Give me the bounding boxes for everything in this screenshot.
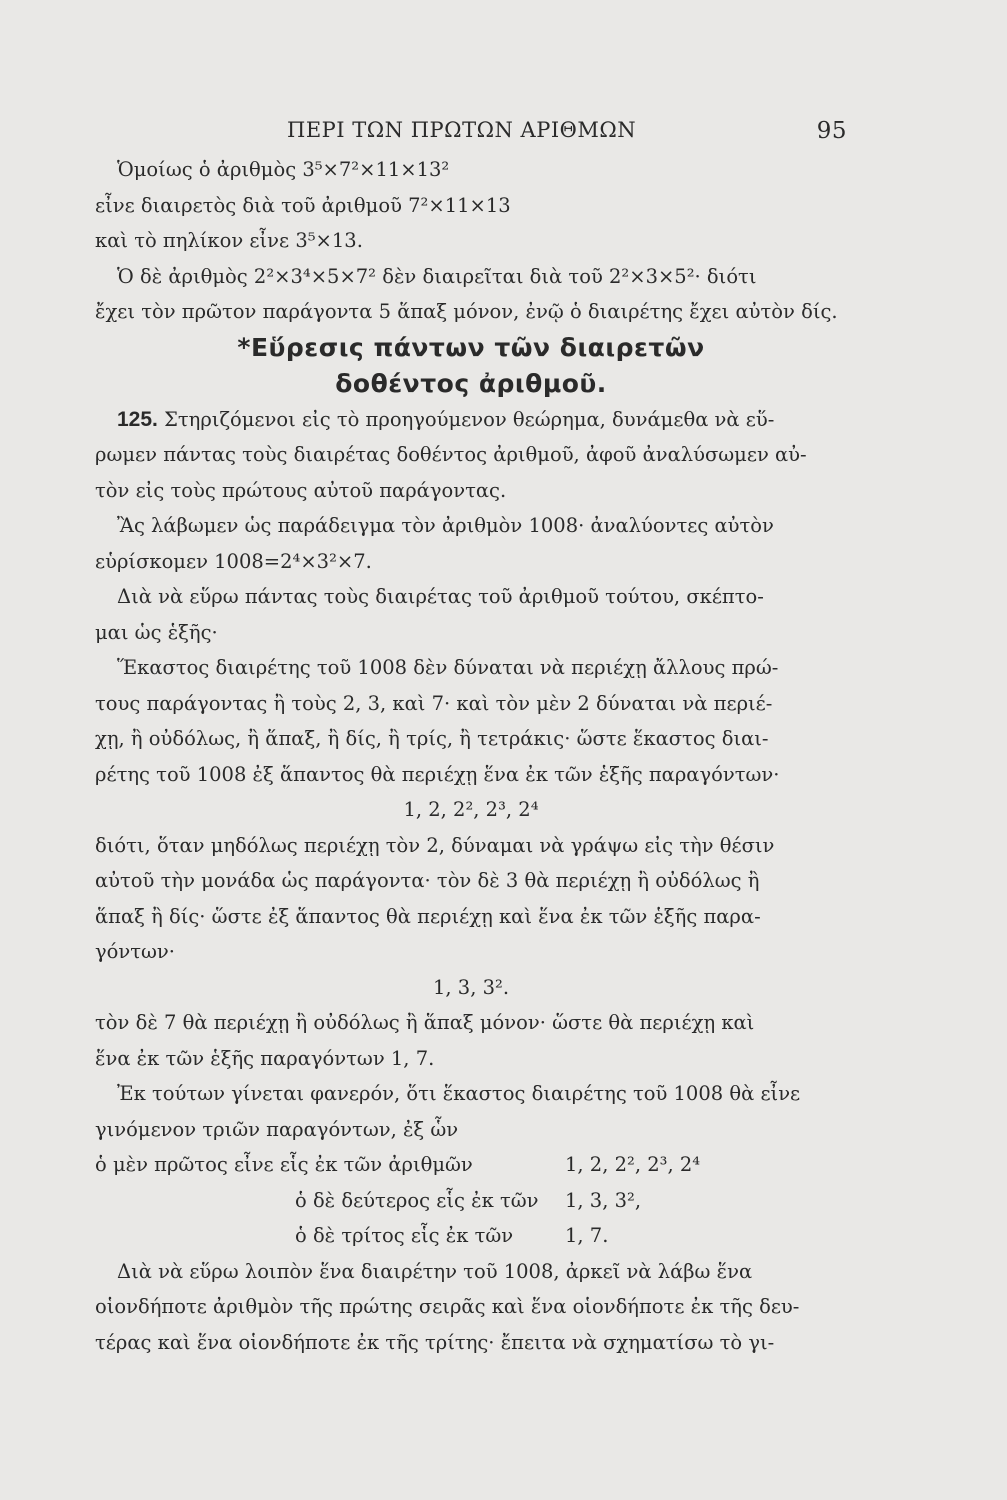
text-line: Ἐκ τούτων γίνεται φανερόν, ὅτι ἕκαστος διαιρέτης τοῦ 1008 θὰ εἶνε xyxy=(117,1082,801,1105)
text-line: γινόμενον τριῶν παραγόντων, ἐξ ὧν xyxy=(95,1117,459,1141)
text-line: ρωμεν πάντας τοὺς διαιρέτας δοθέντος ἀριθμοῦ, ἀφοῦ ἀναλύσωμεν αὐ- xyxy=(95,443,807,466)
page-body xyxy=(95,152,847,1360)
text-line: τὸν δὲ 7 θὰ περιέχῃ ἢ οὐδόλως ἢ ἅπαξ μόνον· ὥστε θὰ περιέχῃ καὶ xyxy=(95,1011,755,1034)
running-title: ΠΕΡΙ ΤΩΝ ΠΡΩΤΩΝ ΑΡΙΘΜΩΝ xyxy=(287,118,637,142)
text-line: τὸν εἰς τοὺς πρώτους αὐτοῦ παράγοντας. xyxy=(95,478,507,502)
text-line: γόντων· xyxy=(95,940,175,963)
text-line: Ἂς λάβωμεν ὡς παράδειγμα τὸν ἀριθμὸν 1008· ἀναλύοντες αὐτὸν xyxy=(117,514,774,537)
factor-list-values: 1, 2, 2², 2³, 2⁴ xyxy=(565,1153,701,1176)
text-line: Διὰ νὰ εὕρω λοιπὸν ἕνα διαιρέτην τοῦ 1008, ἀρκεῖ νὰ λάβω ἕνα xyxy=(117,1259,753,1283)
text-line: ἅπαξ ἢ δίς· ὥστε ἐξ ἅπαντος θὰ περιέχῃ καὶ ἕνα ἐκ τῶν ἑξῆς παρα- xyxy=(95,904,761,928)
factor-list-label: ὁ δὲ δεύτερος εἷς ἐκ τῶν xyxy=(295,1188,539,1212)
factor-list-row xyxy=(95,1218,847,1254)
page-number: 95 xyxy=(816,118,847,144)
text-line: ἔχει τὸν πρῶτον παράγοντα 5 ἅπαξ μόνον, ἐνῷ ὁ διαιρέτης ἔχει αὐτὸν δίς. xyxy=(95,300,838,323)
factor-series: 1, 2, 2², 2³, 2⁴ xyxy=(403,798,539,821)
text-line: τους παράγοντας ἢ τοὺς 2, 3, καὶ 7· καὶ τὸν μὲν 2 δύναται νὰ περιέ- xyxy=(95,691,773,715)
section-heading-line-1: *Εὕρεσις πάντων τῶν διαιρετῶν xyxy=(237,332,705,362)
text-line: διότι, ὅταν μηδόλως περιέχῃ τὸν 2, δύναμαι νὰ γράψω εἰς τὴν θέσιν xyxy=(95,833,775,857)
factor-list-values: 1, 7. xyxy=(565,1224,609,1247)
text-line: μαι ὡς ἑξῆς· xyxy=(95,620,218,644)
text-line: εὑρίσκομεν 1008=2⁴×3²×7. xyxy=(95,549,372,573)
text-fragment: Στηριζόμενοι εἰς τὸ προηγούμενον θεώρημα, δυνάμεθα νὰ εὕ- xyxy=(157,407,775,431)
text-line: ρέτης τοῦ 1008 ἐξ ἅπαντος θὰ περιέχῃ ἕνα ἐκ τῶν ἑξῆς παραγόντων· xyxy=(95,762,780,786)
text-line: αὐτοῦ τὴν μονάδα ὡς παράγοντα· τὸν δὲ 3 θὰ περιέχῃ ἢ οὐδόλως ἢ xyxy=(95,869,760,892)
text-line: εἶνε διαιρετὸς διὰ τοῦ ἀριθμοῦ 7²×11×13 xyxy=(95,193,511,217)
text-line: τέρας καὶ ἕνα οἱονδήποτε ἐκ τῆς τρίτης· ἔπειτα νὰ σχηματίσω τὸ γι- xyxy=(95,1330,775,1354)
text-line: οἱονδήποτε ἀριθμὸν τῆς πρώτης σειρᾶς καὶ ἕνα οἱονδήποτε ἐκ τῆς δευ- xyxy=(95,1295,800,1318)
text-line: χῃ, ἢ οὐδόλως, ἢ ἅπαξ, ἢ δίς, ἢ τρίς, ἢ τετράκις· ὥστε ἕκαστος διαι- xyxy=(95,727,769,750)
text-line: Ὁ δὲ ἀριθμὸς 2²×3⁴×5×7² δὲν διαιρεῖται διὰ τοῦ 2²×3×5²· διότι xyxy=(117,264,757,288)
paragraph-first-line xyxy=(95,402,847,438)
factor-list-values: 1, 3, 3², xyxy=(565,1188,642,1212)
section-number: 125. xyxy=(117,407,158,431)
text-line: καὶ τὸ πηλίκον εἶνε 3⁵×13. xyxy=(95,229,363,252)
section-heading-line-2: δοθέντος ἀριθμοῦ. xyxy=(335,368,607,398)
factor-list-label: ὁ δὲ τρίτος εἷς ἐκ τῶν xyxy=(295,1224,514,1247)
factor-list-row xyxy=(95,1183,847,1219)
factor-list-label: ὁ μὲν πρῶτος εἶνε εἷς ἐκ τῶν ἀριθμῶν xyxy=(95,1153,473,1176)
text-line: Ὁμοίως ὁ ἀριθμὸς 3⁵×7²×11×13² xyxy=(117,158,450,181)
factor-list-row xyxy=(95,1147,847,1183)
text-line: Ἕκαστος διαιρέτης τοῦ 1008 δὲν δύναται νὰ περιέχῃ ἄλλους πρώ- xyxy=(117,656,779,679)
text-line: ἕνα ἐκ τῶν ἑξῆς παραγόντων 1, 7. xyxy=(95,1046,435,1070)
factor-series: 1, 3, 3². xyxy=(432,975,510,999)
text-line: Διὰ νὰ εὕρω πάντας τοὺς διαιρέτας τοῦ ἀριθμοῦ τούτου, σκέπτο- xyxy=(117,585,764,608)
